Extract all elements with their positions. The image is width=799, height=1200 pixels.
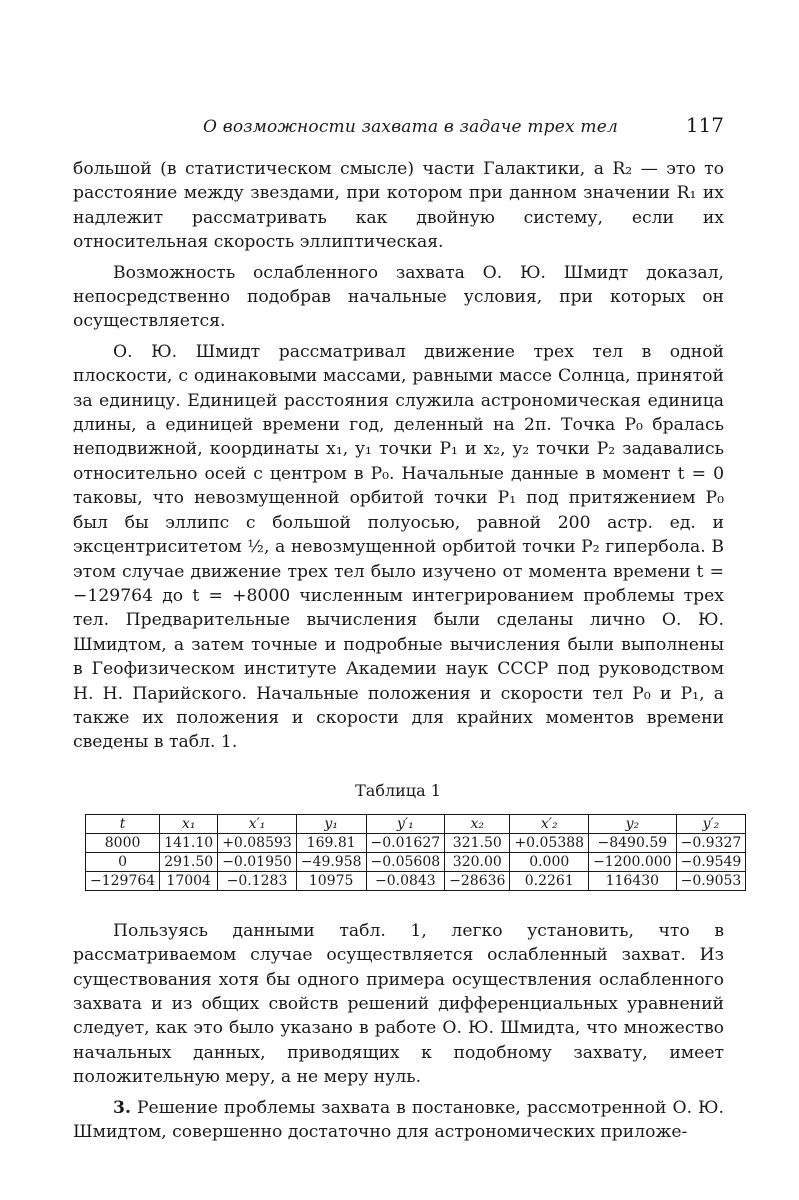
- table-cell: 116430: [589, 871, 677, 890]
- table-cell: −0.9053: [676, 871, 746, 890]
- table-cell: −49.958: [296, 852, 366, 871]
- table-cell: −28636: [445, 871, 510, 890]
- table-cell: 0: [86, 852, 160, 871]
- table-cell: 321.50: [445, 833, 510, 852]
- table-cell: −0.0843: [366, 871, 445, 890]
- table-cell: −8490.59: [589, 833, 677, 852]
- table-cell: +0.08593: [218, 833, 297, 852]
- table-cell: +0.05388: [510, 833, 589, 852]
- col-header: y₁: [296, 814, 366, 833]
- table-cell: 169.81: [296, 833, 366, 852]
- table-cell: 291.50: [160, 852, 218, 871]
- col-header: x′₂: [510, 814, 589, 833]
- table-cell: −0.05608: [366, 852, 445, 871]
- paragraph-conclusion: Пользуясь данными табл. 1, легко установить, что в рассматриваемом случае осуществляется ослабленный захват. Из существования хотя бы одного примера осуществления ослабленного захвата и из общих свойств решений дифференциальных уравнений следует, как это было указано в работе О. Ю. Шмидта, что множество начальных данных, приводящих к подобному захвату, имеет положительную меру, а не меру нуль.: [73, 920, 724, 1088]
- table-cell: 17004: [160, 871, 218, 890]
- table-cell: 10975: [296, 871, 366, 890]
- table-cell: −129764: [86, 871, 160, 890]
- table-cell: −1200.000: [589, 852, 677, 871]
- table-cell: 0.2261: [510, 871, 589, 890]
- table-row: [86, 852, 746, 871]
- col-header: y′₁: [366, 814, 445, 833]
- col-header: x′₁: [218, 814, 297, 833]
- col-header: x₁: [160, 814, 218, 833]
- paragraph-section-3: [73, 1096, 724, 1145]
- running-head: [73, 113, 724, 143]
- col-header: t: [86, 814, 160, 833]
- page-number: 117: [685, 113, 724, 137]
- col-header: y₂: [589, 814, 677, 833]
- table-caption: Таблица 1: [355, 780, 441, 800]
- table-cell: −0.01627: [366, 833, 445, 852]
- table-row: [86, 871, 746, 890]
- col-header: y′₂: [676, 814, 746, 833]
- data-table: [85, 814, 746, 891]
- section-3-text: Решение проблемы захвата в постановке, рассмотренной О. Ю. Шмидтом, совершенно достаточно для астрономических приложе-: [73, 1097, 724, 1142]
- table-cell: 8000: [86, 833, 160, 852]
- table-cell: −0.9549: [676, 852, 746, 871]
- book-page: [73, 113, 742, 1150]
- paragraph-weak-capture: Возможность ослабленного захвата О. Ю. Шмидт доказал, непосредственно подобрав начальные условия, при которых он осуществляется.: [73, 262, 724, 332]
- running-title: О возможности захвата в задаче трех тел: [203, 117, 619, 137]
- paragraph-schmidt-setup: О. Ю. Шмидт рассматривал движение трех тел в одной плоскости, с одинаковыми массами, равными массе Солнца, принятой за единицу. Единицей расстояния служила астрономическая единица длины, а единицей времени год, деленный на 2π. Точка P₀ бралась неподвижной, координаты x₁, y₁ точки P₁ и x₂, y₂ точки P₂ задавались относительно осей с центром в P₀. Начальные данные в момент t = 0 таковы, что невозмущенной орбитой точки P₁ под притяжением P₀ был бы эллипс с большой полуосью, равной 200 астр. ед. и эксцентриситетом ½, а невозмущенной орбитой точки P₂ гипербола. В этом случае движение трех тел было изучено от момента времени t = −129764 до t = +8000 численным интегрированием проблемы трех тел. Предварительные вычисления были сделаны лично О. Ю. Шмидтом, а затем точные и подробные вычисления были выполнены в Геофизическом институте Академии наук СССР под руководством Н. Н. Парийского. Начальные положения и скорости тел P₀ и P₁, а также их положения и скорости для крайних моментов времени сведены в табл. 1.: [73, 341, 724, 753]
- section-number: 3.: [113, 1097, 131, 1118]
- paragraph-continuation: большой (в статистическом смысле) части Галактики, а R₂ — это то расстояние между звездами, при котором при данном значении R₁ их надлежит рассматривать как двойную систему, если их относительная скорость эллиптическая.: [73, 159, 724, 253]
- table-cell: 0.000: [510, 852, 589, 871]
- table-cell: −0.9327: [676, 833, 746, 852]
- table-header-row: [86, 814, 746, 833]
- col-header: x₂: [445, 814, 510, 833]
- table-row: [86, 833, 746, 852]
- table-cell: 141.10: [160, 833, 218, 852]
- table-cell: −0.1283: [218, 871, 297, 890]
- table-cell: −0.01950: [218, 852, 297, 871]
- table-cell: 320.00: [445, 852, 510, 871]
